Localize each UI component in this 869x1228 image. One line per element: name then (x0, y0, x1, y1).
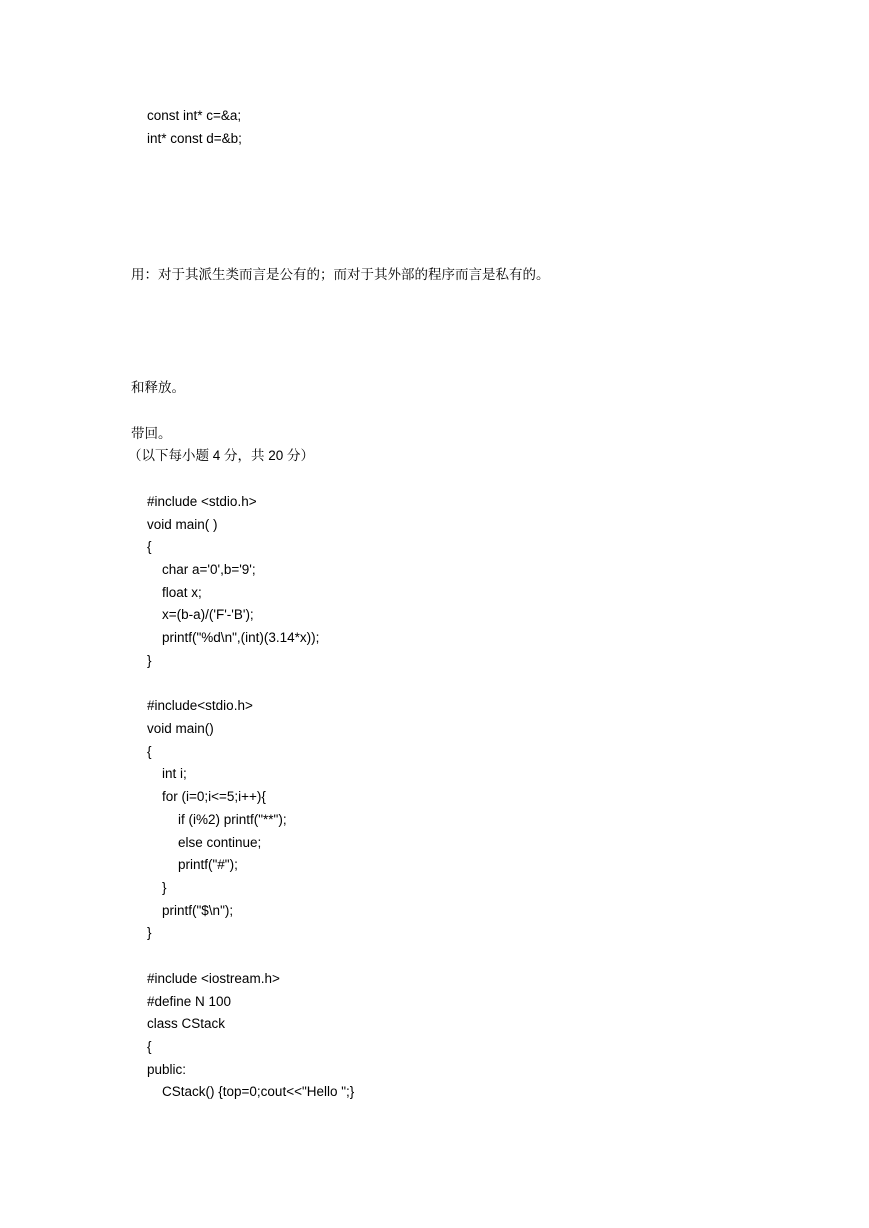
question-13 (131, 150, 741, 173)
code-line: CStack() {top=0;cout<<"Hello ";} (162, 1084, 355, 1099)
question-15-line-2: 用：对于其派生类而言是公有的；而对于其外部的程序而言是私有的。 (131, 267, 550, 282)
code-line: printf("%d\n",(int)(3.14*x)); (162, 630, 320, 645)
code-line: void main() (147, 721, 214, 736)
code-line: for (i=0;i<=5;i++){ (162, 789, 266, 804)
code-line: #include<stdio.h> (147, 698, 253, 713)
question-13-line-2 (131, 173, 741, 196)
code-line: int i; (162, 766, 187, 781)
question-20-line-2: 带回。 (131, 426, 172, 441)
code-line: #define N 100 (147, 994, 232, 1009)
code-line: else continue; (178, 835, 262, 850)
question-19 (131, 355, 741, 378)
code-line: public: (147, 1062, 187, 1077)
code-line: if (i%2) printf("**"); (178, 812, 287, 827)
code-line: { (147, 1039, 152, 1054)
code-line: #include <iostream.h> (147, 971, 280, 986)
code-line: class CStack (147, 1016, 226, 1031)
question-18 (131, 332, 741, 355)
question-15 (131, 241, 741, 264)
code-line: const int* c=&a; (147, 108, 242, 123)
code-line: #include <stdio.h> (147, 494, 257, 509)
code-line: printf("$\n"); (162, 903, 234, 918)
question-23 (131, 945, 741, 968)
code-line: { (147, 539, 152, 554)
question-21 (131, 468, 741, 491)
question-20 (131, 400, 741, 423)
code-line: int* const d=&b; (147, 131, 242, 146)
question-14-line-2 (131, 218, 741, 241)
code-line: } (162, 880, 167, 895)
code-line: char a='0',b='9'; (162, 562, 256, 577)
code-line: x=(b-a)/('F'-'B'); (162, 607, 254, 622)
question-17 (131, 309, 741, 332)
code-line: printf("#"); (178, 857, 238, 872)
code-line: } (147, 653, 152, 668)
question-22 (131, 673, 741, 696)
section-note: （以下每小题 4 分，共 20 分） (128, 448, 315, 463)
question-16 (131, 286, 741, 309)
code-line: void main( ) (147, 517, 218, 532)
question-14 (131, 196, 741, 219)
code-line: } (147, 925, 152, 940)
code-line: { (147, 744, 152, 759)
code-line: float x; (162, 585, 202, 600)
question-19-line-2: 和释放。 (131, 380, 185, 395)
